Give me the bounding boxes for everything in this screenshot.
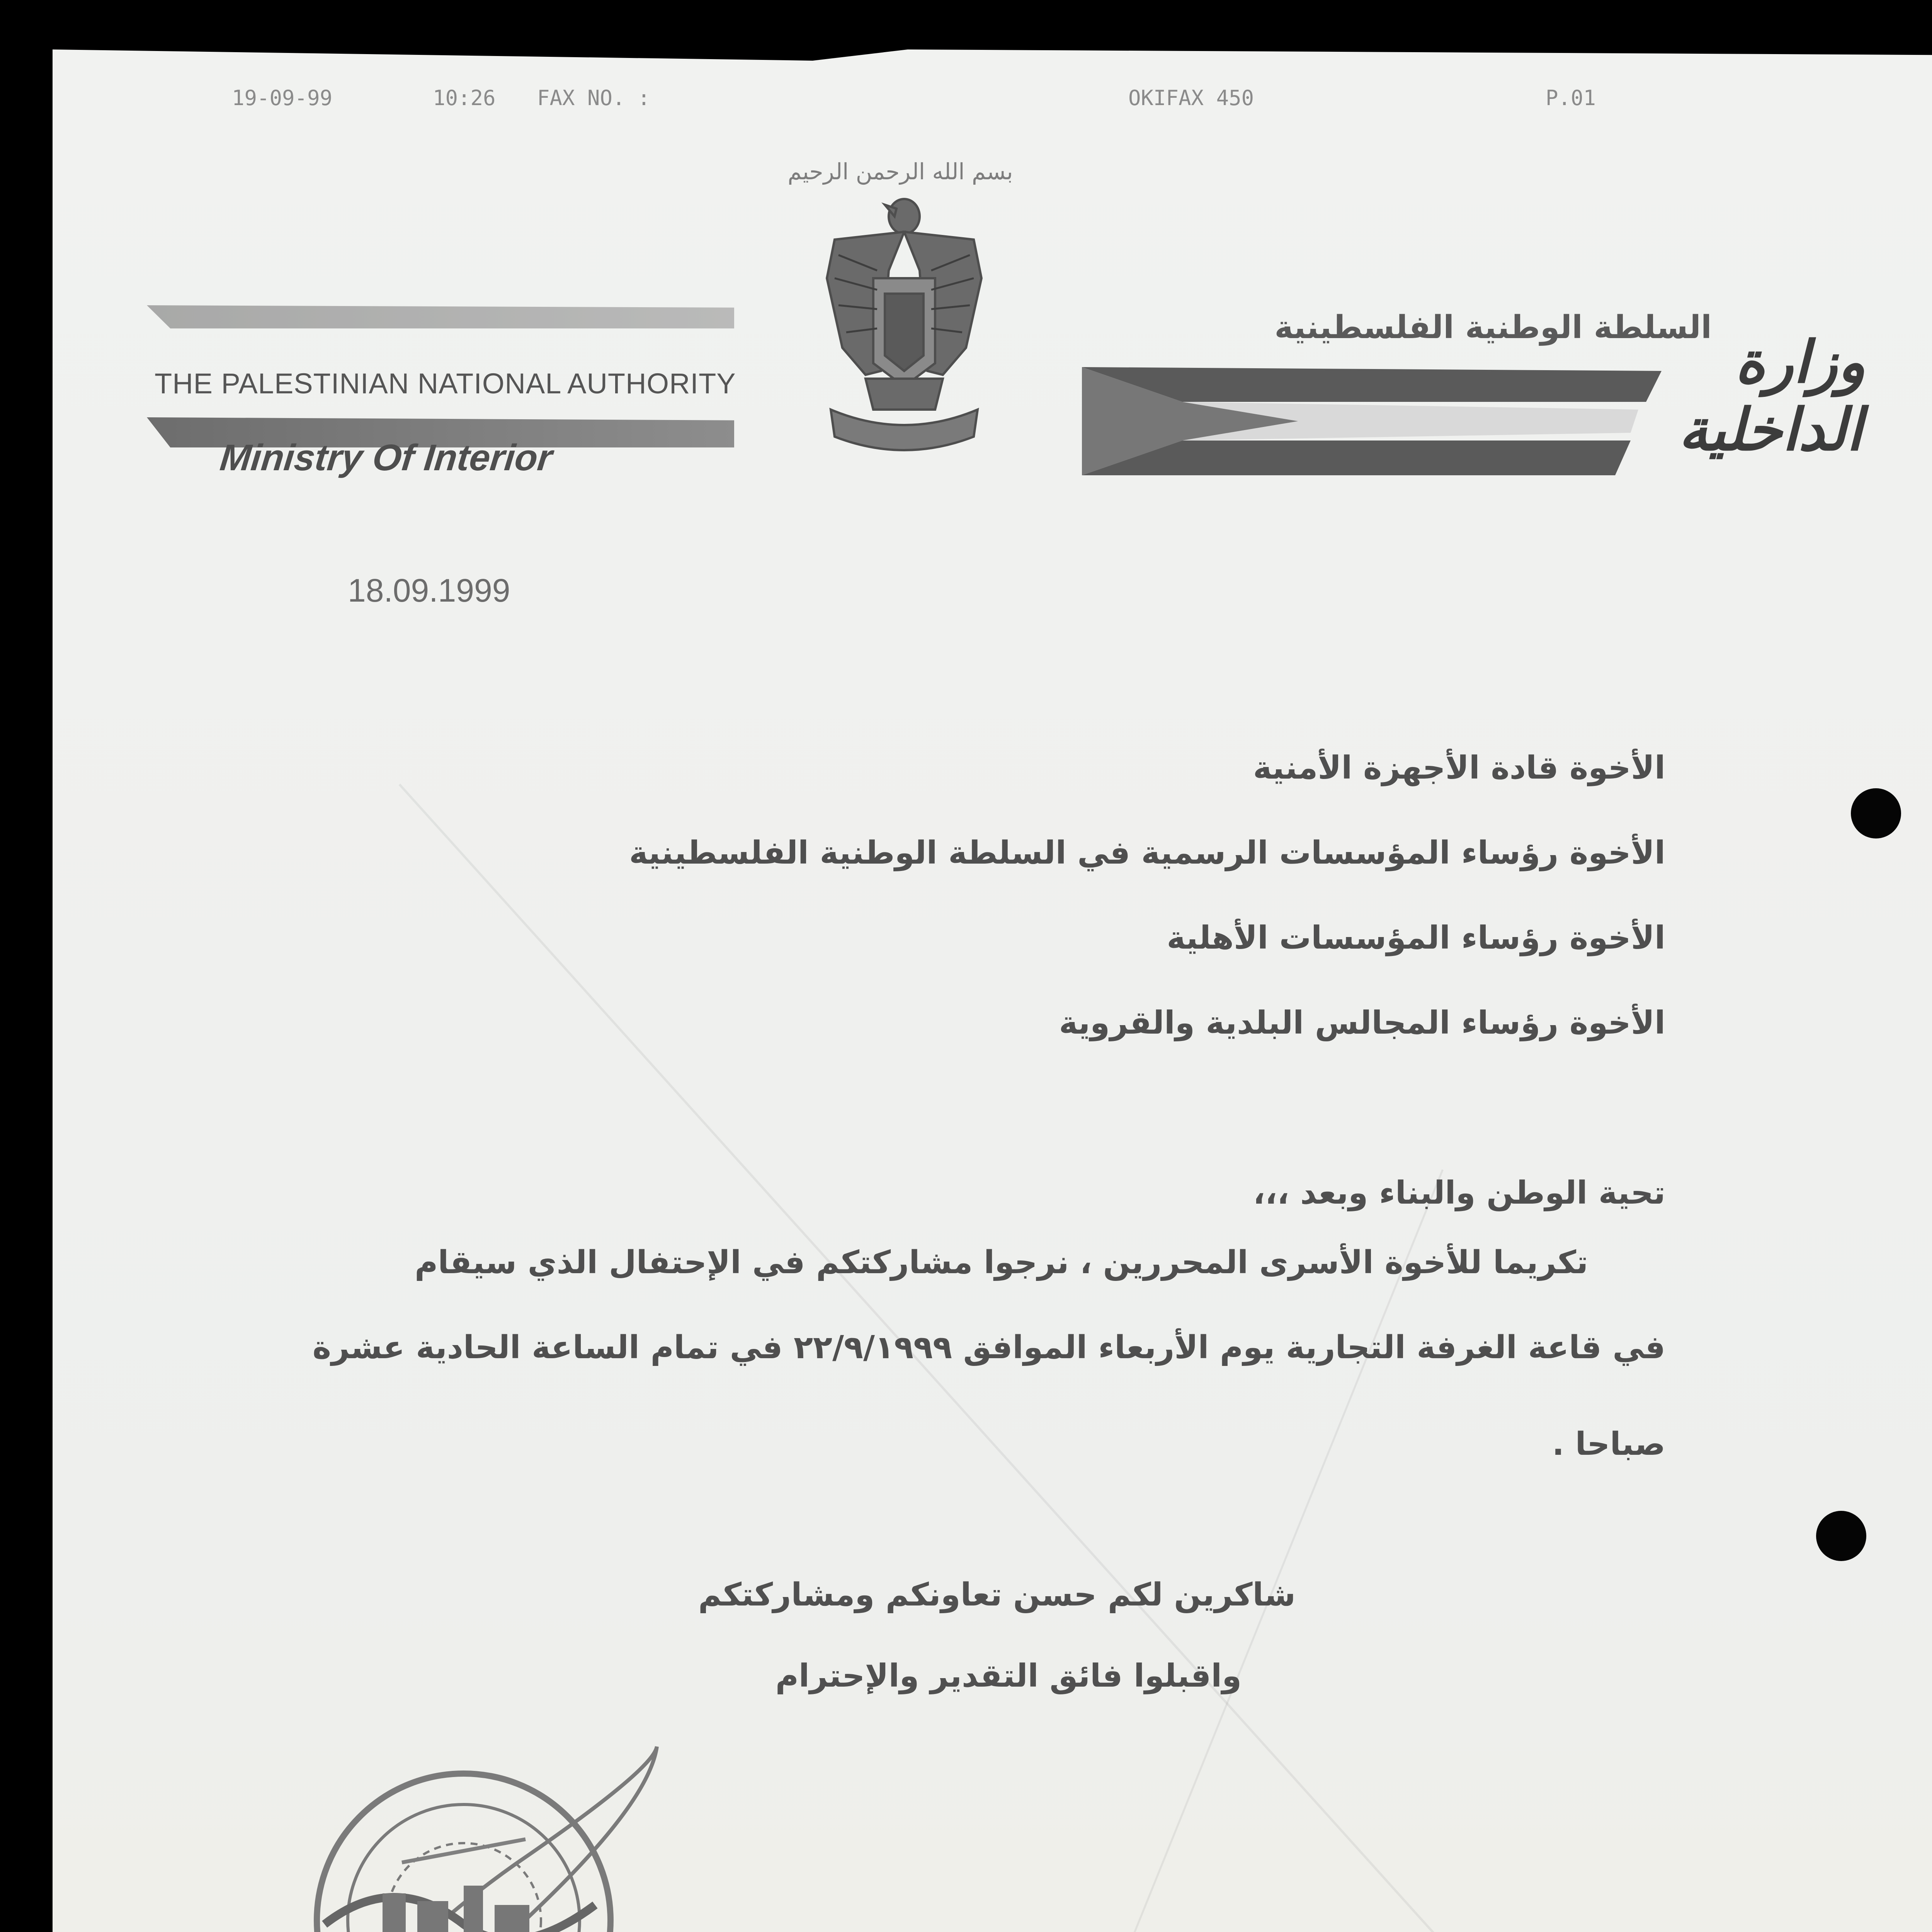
letterhead-stripe — [147, 305, 734, 328]
punch-hole — [1816, 1511, 1866, 1561]
body-line: في قاعة الغرفة التجارية يوم الأربعاء الموافق ٢٢/٩/١٩٩٩ في تمام الساعة الحادية عشرة — [312, 1329, 1665, 1366]
closing-regards: واقبلوا فائق التقدير والإحترام — [775, 1658, 1242, 1694]
fax-transmission-header — [232, 86, 1735, 117]
basmala: بسم الله الرحمن الرحيم — [787, 158, 1013, 185]
closing-thanks: شاكرين لكم حسن تعاونكم ومشاركتكم — [698, 1577, 1296, 1613]
ministry-name-en: Ministry Of Interior — [218, 437, 554, 478]
addressee-line: الأخوة رؤساء المجالس البلدية والقروية — [1059, 1005, 1665, 1041]
authority-name-en: THE PALESTINIAN NATIONAL AUTHORITY — [155, 367, 736, 400]
addressee-line: الأخوة قادة الأجهزة الأمنية — [1253, 750, 1665, 786]
body-line: صباحا . — [1552, 1426, 1665, 1463]
eagle-emblem-icon — [819, 193, 989, 465]
addressee-line: الأخوة رؤساء المؤسسات الأهلية — [1167, 920, 1665, 956]
greeting: تحية الوطن والبناء وبعد ،،، — [1253, 1175, 1665, 1211]
ministry-name-ar-line2: الداخلية — [1679, 396, 1862, 464]
punch-hole — [1851, 788, 1901, 838]
fax-page-number: P.01 — [1546, 86, 1596, 110]
authority-name-ar: السلطة الوطنية الفلسطينية — [1274, 309, 1712, 346]
letterhead-arabic — [1082, 294, 1893, 495]
flag-chevron-icon — [1082, 367, 1662, 477]
ministry-name-ar-line1: وزارة — [1735, 328, 1866, 396]
letter-date: 18.09.1999 — [348, 572, 510, 609]
ministry-name-ar — [1679, 328, 1893, 464]
official-stamp-and-signature — [247, 1723, 711, 1932]
fax-date: 19-09-99 — [232, 86, 333, 110]
fax-machine: OKIFAX 450 — [1128, 86, 1254, 110]
addressee-line: الأخوة رؤساء المؤسسات الرسمية في السلطة الوطنية الفلسطينية — [629, 835, 1665, 871]
fax-number-label: FAX NO. : — [537, 86, 650, 110]
body-line: تكريما للأخوة الأسرى المحررين ، نرجوا مشاركتكم في الإحتفال الذي سيقام — [415, 1244, 1588, 1281]
fax-time: 10:26 — [433, 86, 496, 110]
